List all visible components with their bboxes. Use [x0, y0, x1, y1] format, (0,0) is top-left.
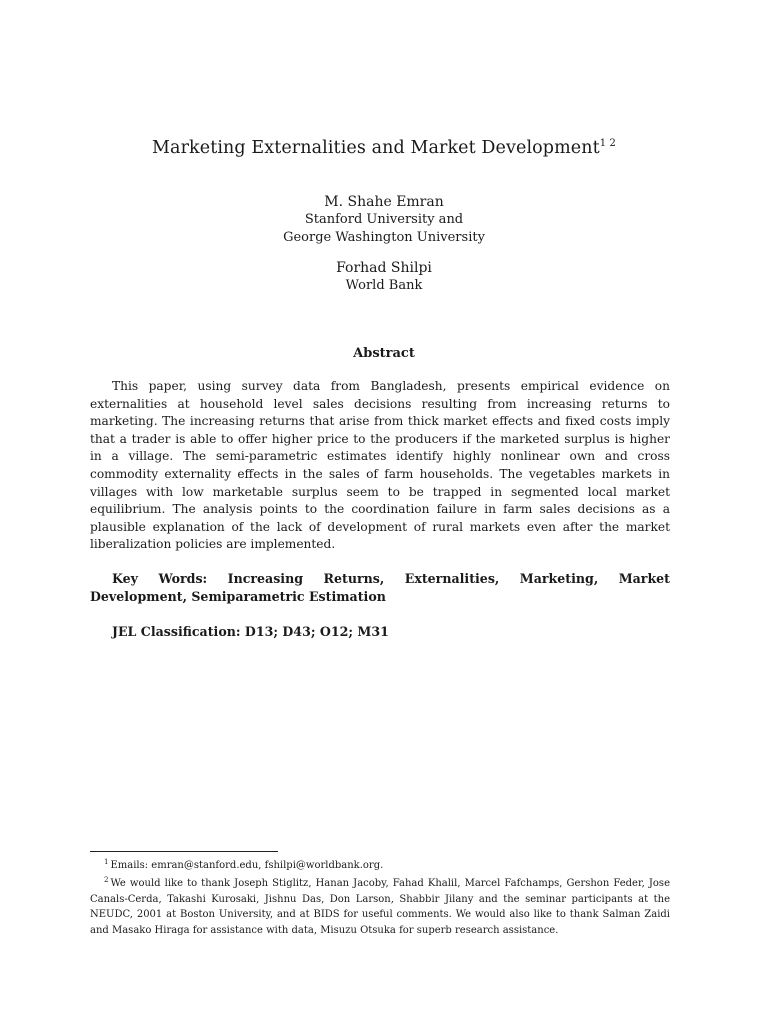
- footnote-1: [90, 855, 670, 873]
- footnote-text: Emails: emran@stanford.edu, fshilpi@worldbank.org.: [110, 860, 384, 871]
- author-affiliation: George Washington University: [283, 230, 485, 245]
- paper-title: [0, 138, 768, 158]
- author-affiliation: World Bank: [345, 278, 423, 293]
- author-block-2: [0, 259, 768, 295]
- author-name: Forhad Shilpi: [336, 260, 432, 276]
- jel-classification: JEL Classification: D13; D43; O12; M31: [112, 624, 389, 639]
- footnote-text: We would like to thank Joseph Stiglitz, Hanan Jacoby, Fahad Khalil, Marcel Fafchamps, Gershon Feder, Jose Canals-Cerda, Takashi Kurosaki, Jishnu Das, Don Larson, Shabbir Jilany and the seminar participants at the NEUDC, 2001 at Boston University, and at BIDS for useful comments. We would also like to thank Salman Zaidi and Masako Hiraga for assistance with data, Misuzu Otsuka for superb research assistance.: [90, 878, 670, 936]
- abstract-text: This paper, using survey data from Bangladesh, presents empirical evidence on externalities at household level sales decisions resulting from increasing returns to marketing. The increasing returns that arise from thick market effects and fixed costs imply that a trader is able to offer higher price to the producers if the marketed surplus is higher in a village. The semi-parametric estimates identify highly nonlinear own and cross commodity externality effects in the sales of farm households. The vegetables markets in villages with low marketable surplus seem to be trapped in segmented local market equilibrium. The analysis points to the coordination failure in farm sales decisions as a plausible explanation of the lack of development of rural markets even after the market liberalization policies are implemented.: [90, 379, 670, 552]
- paper-title-text: Marketing Externalities and Market Development: [152, 138, 600, 158]
- abstract-heading: Abstract: [353, 346, 415, 361]
- keywords: Key Words: Increasing Returns, Externalities, Marketing, Market Development, Semiparametric Estimation: [90, 571, 670, 604]
- author-affiliation: Stanford University and: [304, 212, 464, 227]
- footnotes: [90, 855, 670, 938]
- author-name: M. Shahe Emran: [324, 194, 444, 210]
- footnote-divider: [90, 851, 278, 852]
- author-block-1: [0, 193, 768, 247]
- footnote-mark: 2: [104, 876, 109, 885]
- footnote-mark: 1: [104, 858, 109, 866]
- footnote-2: [90, 873, 670, 938]
- title-footnote-marks: 1 2: [599, 138, 616, 149]
